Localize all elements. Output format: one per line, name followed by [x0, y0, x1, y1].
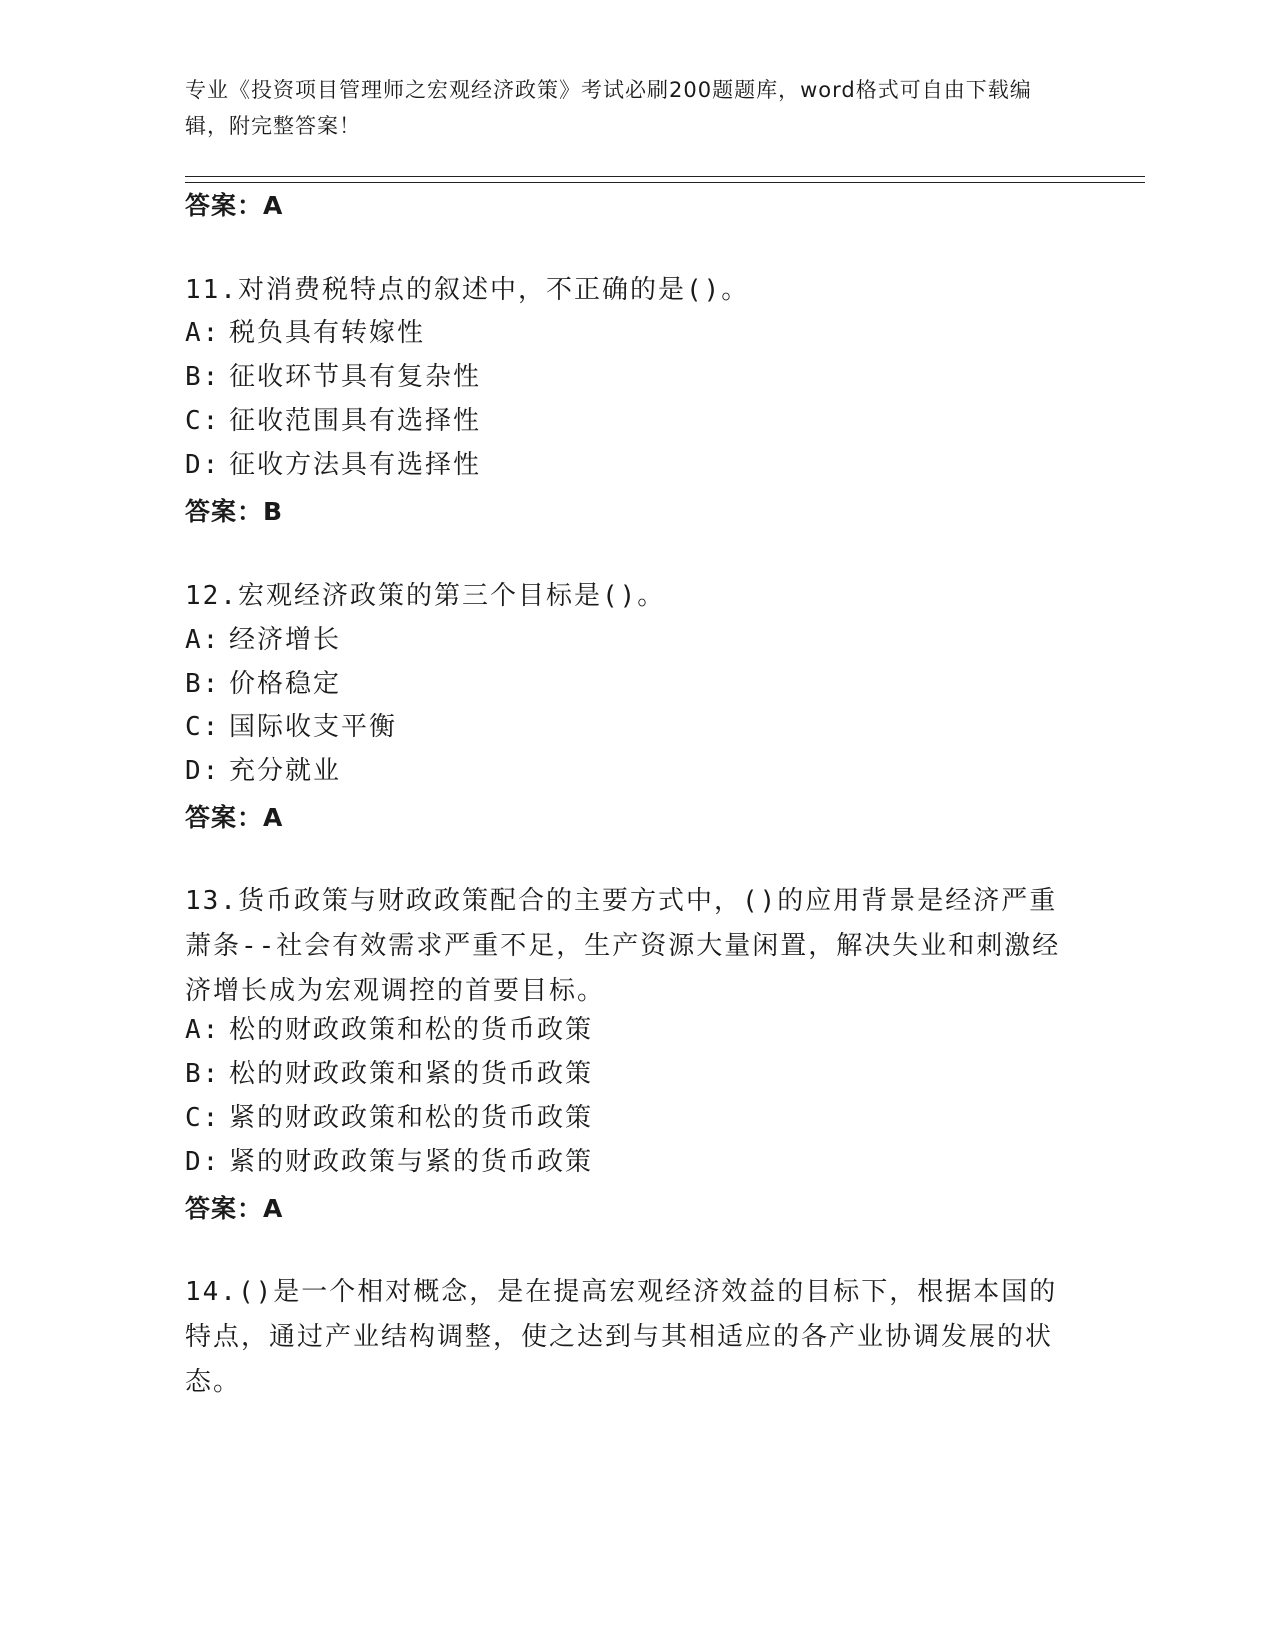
question-14-stem: 14.()是一个相对概念，是在提高宏观经济效益的目标下，根据本国的特点，通过产业结构调整，使之达到与其相适应的各产业协调发展的状态。 — [185, 1277, 1058, 1397]
question-12-option-d: D: 充分就业 — [185, 756, 342, 786]
question-12-stem: 12.宏观经济政策的第三个目标是()。 — [185, 581, 666, 611]
header-divider-bottom — [185, 182, 1145, 183]
question-11-option-a: A: 税负具有转嫁性 — [185, 318, 426, 348]
header-divider-top — [185, 176, 1145, 177]
question-12-option-b: B: 价格稳定 — [185, 669, 342, 699]
question-13-stem: 13.货币政策与财政政策配合的主要方式中，()的应用背景是经济严重萧条--社会有效需求严重不足，生产资源大量闲置，解决失业和刺激经济增长成为宏观调控的首要目标。 — [185, 886, 1061, 1006]
answer-previous: 答案：A — [185, 191, 284, 220]
question-12-option-a: A: 经济增长 — [185, 625, 342, 655]
question-12-option-c: C: 国际收支平衡 — [185, 712, 398, 742]
question-13-option-c: C: 紧的财政政策和松的货币政策 — [185, 1103, 594, 1133]
document-header: 专业《投资项目管理师之宏观经济政策》考试必刷200题题库，word格式可自由下载编辑，附完整答案！ — [185, 78, 1032, 138]
question-11-option-b: B: 征收环节具有复杂性 — [185, 362, 482, 392]
answer-question-11: 答案：B — [185, 497, 284, 526]
answer-question-12: 答案：A — [185, 803, 284, 832]
question-11-stem: 11.对消费税特点的叙述中，不正确的是()。 — [185, 275, 750, 305]
question-13-option-d: D: 紧的财政政策与紧的货币政策 — [185, 1147, 594, 1177]
question-13-option-a: A: 松的财政政策和松的货币政策 — [185, 1015, 594, 1045]
question-11-option-c: C: 征收范围具有选择性 — [185, 406, 482, 436]
question-11-option-d: D: 征收方法具有选择性 — [185, 450, 482, 480]
question-13-option-b: B: 松的财政政策和紧的货币政策 — [185, 1059, 594, 1089]
answer-question-13: 答案：A — [185, 1194, 284, 1223]
